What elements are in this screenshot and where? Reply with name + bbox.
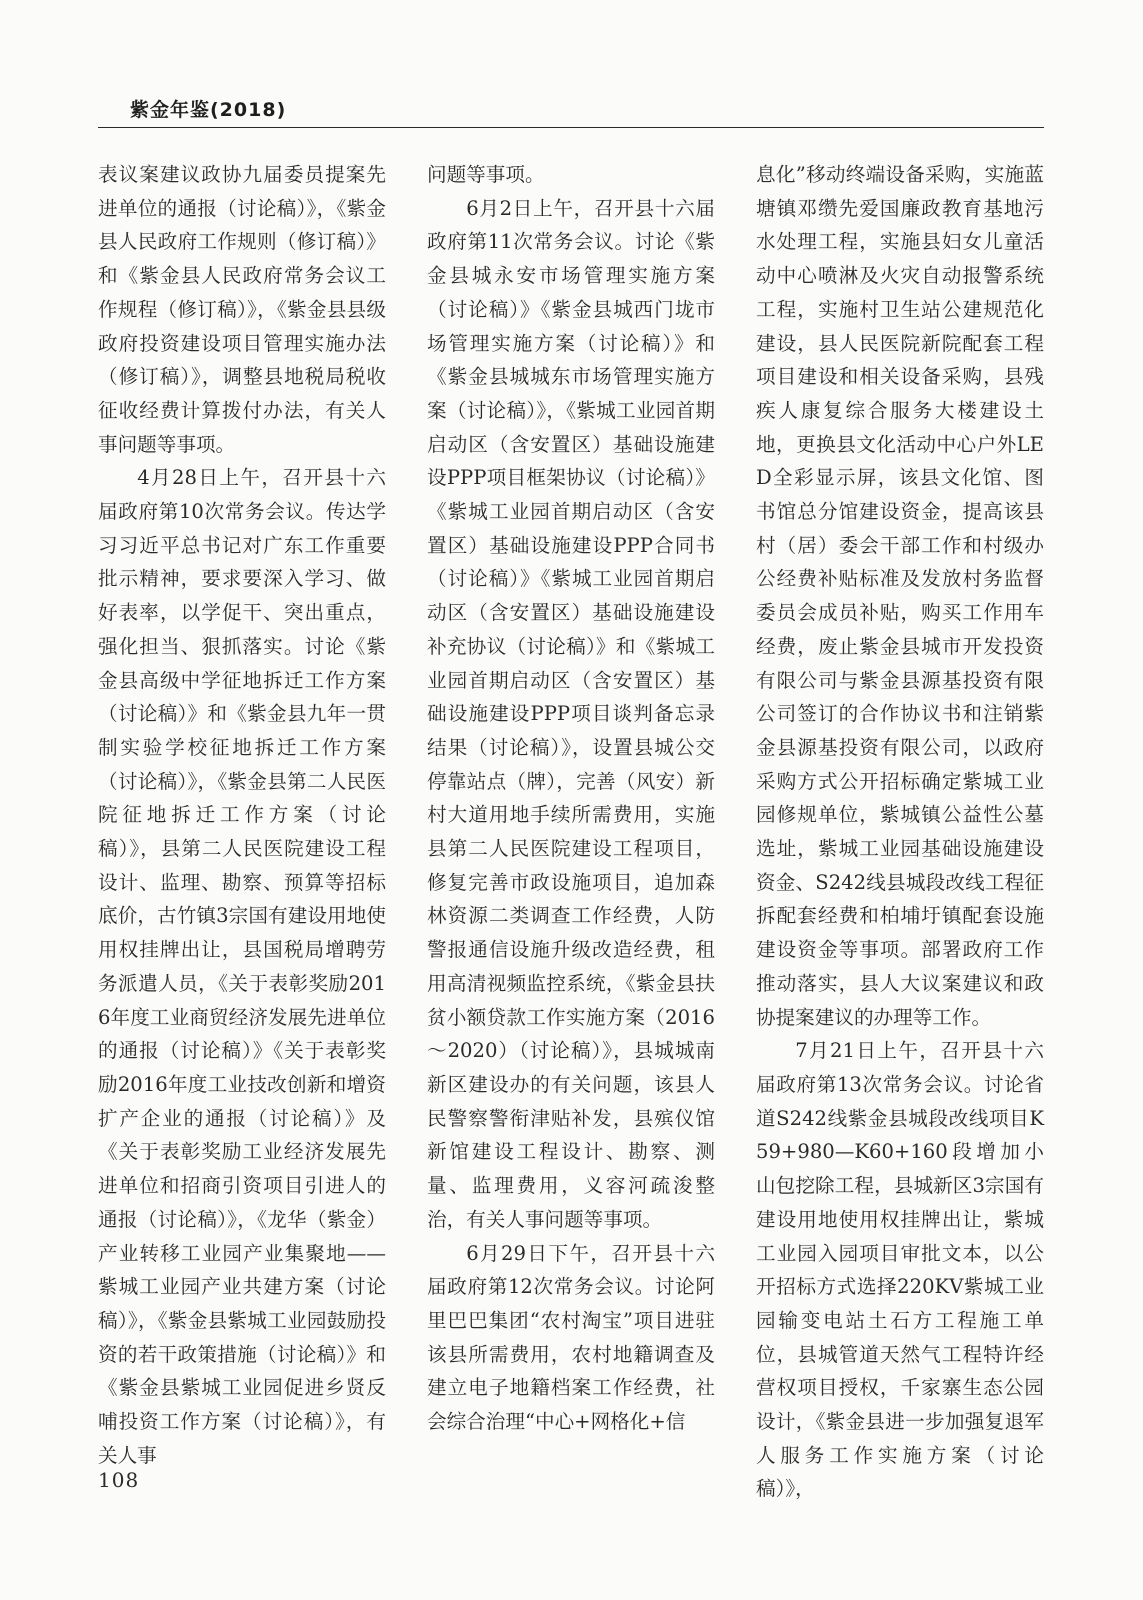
paragraph: 4月28日上午，召开县十六届政府第10次常务会议。传达学习习近平总书记对广东工作重要批示精神，要求要深入学习、做好表率，以学促干、突出重点，强化担当、狠抓落实。讨论《紫金县高级中学征地拆迁工作方案（讨论稿）》和《紫金县九年一贯制实验学校征地拆迁工作方案（讨论稿）》，《紫金县第二人民医院征地拆迁工作方案（讨论稿）》，县第二人民医院建设工程设计、监理、勘察、预算等招标底价，古竹镇3宗国有建设用地使用权挂牌出让，县国税局增聘劳务派遣人员，《关于表彰奖励2016年度工业商贸经济发展先进单位的通报（讨论稿）》《关于表彰奖励2016年度工业技改创新和增资扩产企业的通报（讨论稿）》及《关于表彰奖励工业经济发展先进单位和招商引资项目引进人的通报（讨论稿）》，《龙华（紫金）产业转移工业园产业集聚地——紫城工业园产业共建方案（讨论稿）》，《紫金县紫城工业园鼓励投资的若干政策措施（讨论稿）》和《紫金县紫城工业园促进乡贤反哺投资工作方案（讨论稿）》，有关人事 — [98, 466, 386, 1467]
paragraph: 问题等事项。 — [427, 163, 545, 186]
paragraph: 6月29日下午，召开县十六届政府第12次常务会议。讨论阿里巴巴集团“农村淘宝”项目进驻该县所需费用，农村地籍调查及建立电子地籍档案工作经费，社会综合治理“中心+网格化+信 — [427, 1241, 715, 1434]
paragraph: 表议案建议政协九届委员提案先进单位的通报（讨论稿）》，《紫金县人民政府工作规则（修订稿）》和《紫金县人民政府常务会议工作规程（修订稿）》，《紫金县县级政府投资建设项目管理实施办法（修订稿）》，调整县地税局税收征收经费计算拨付办法，有关人事问题等事项。 — [98, 163, 386, 456]
text-column-3 — [756, 158, 1044, 1506]
page-number: 108 — [98, 1468, 140, 1492]
text-column-2 — [427, 158, 715, 1439]
header-divider — [98, 127, 1044, 128]
paragraph: 7月21日上午，召开县十六届政府第13次常务会议。讨论省道S242线紫金县城段改线项目K59+980—K60+160段增加小山包挖除工程，县城新区3宗国有建设用地使用权挂牌出让，紫城工业园入园项目审批文本，以公开招标方式选择220KV紫城工业园输变电站土石方工程施工单位，县城管道天然气工程特许经营权项目授权，千家寨生态公园设计，《紫金县进一步加强复退军人服务工作实施方案（讨论稿）》， — [756, 1039, 1044, 1501]
running-header-title: 紫金年鉴(2018) — [130, 99, 287, 121]
paragraph: 息化”移动终端设备采购，实施蓝塘镇邓缵先爱国廉政教育基地污水处理工程，实施县妇女儿童活动中心喷淋及火灾自动报警系统工程，实施村卫生站公建规范化建设，县人民医院新院配套工程项目建设和相关设备采购，县残疾人康复综合服务大楼建设土地，更换县文化活动中心户外LED全彩显示屏，该县文化馆、图书馆总分馆建设资金，提高该县村（居）委会干部工作和村级办公经费补贴标准及发放村务监督委员会成员补贴，购买工作用车经费，废止紫金县城市开发投资有限公司与紫金县源基投资有限公司签订的合作协议书和注销紫金县源基投资有限公司，以政府采购方式公开招标确定紫城工业园修规单位，紫城镇公益性公墓选址，紫城工业园基础设施建设资金、S242线县城段改线工程征拆配套经费和柏埔圩镇配套设施建设资金等事项。部署政府工作推动落实，县人大议案建议和政协提案建议的办理等工作。 — [756, 163, 1044, 1029]
paragraph: 6月2日上午，召开县十六届政府第11次常务会议。讨论《紫金县城永安市场管理实施方案（讨论稿）》《紫金县城西门垅市场管理实施方案（讨论稿）》和《紫金县城城东市场管理实施方案（讨论稿）》，《紫城工业园首期启动区（含安置区）基础设施建设PPP项目框架协议（讨论稿）》《紫城工业园首期启动区（含安置区）基础设施建设PPP合同书（讨论稿）》《紫城工业园首期启动区（含安置区）基础设施建设补充协议（讨论稿）》和《紫城工业园首期启动区（含安置区）基础设施建设PPP项目谈判备忘录结果（讨论稿）》，设置县城公交停靠站点（牌），完善（风安）新村大道用地手续所需费用，实施县第二人民医院建设工程项目，修复完善市政设施项目，追加森林资源二类调查工作经费，人防警报通信设施升级改造经费，租用高清视频监控系统，《紫金县扶贫小额贷款工作实施方案（2016～2020）（讨论稿）》，县城城南新区建设办的有关问题，该县人民警察警衔津贴补发，县殡仪馆新馆建设工程设计、勘察、测量、监理费用，义容河疏浚整治，有关人事问题等事项。 — [427, 196, 715, 1231]
text-column-1 — [98, 158, 386, 1472]
